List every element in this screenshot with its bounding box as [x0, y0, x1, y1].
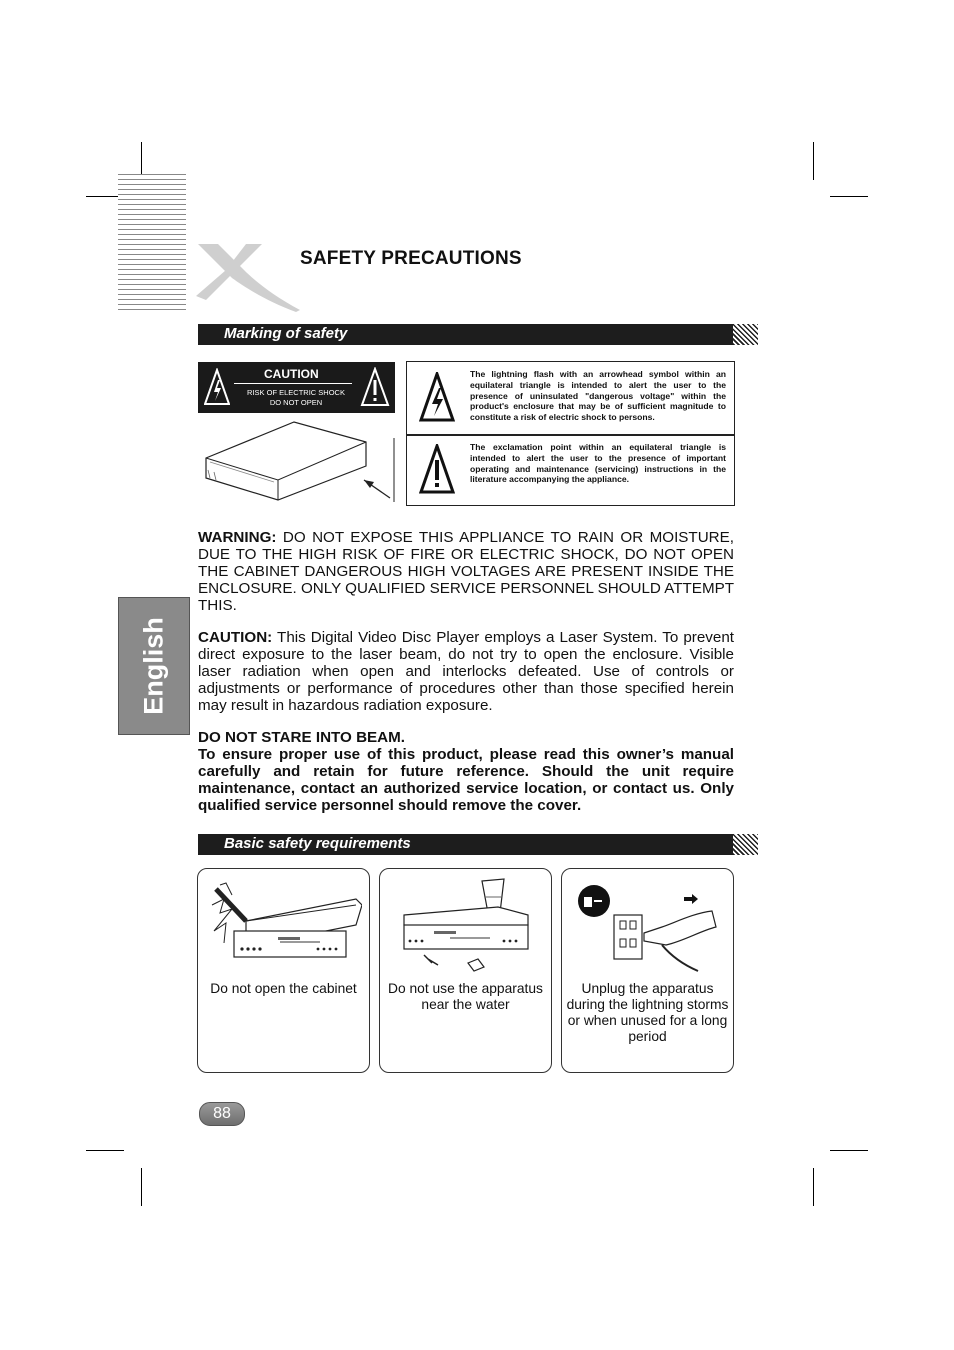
card-caption: Do not open the cabinet: [210, 981, 357, 996]
exclamation-warning-icon: [360, 367, 390, 407]
crop-mark: [813, 1168, 814, 1206]
safety-card-unplug: [561, 868, 734, 1073]
caution-label: CAUTION:: [198, 629, 273, 646]
caution-paragraph: [198, 629, 734, 714]
caution-subtext-2: DO NOT OPEN: [269, 398, 323, 407]
unplug-socket-icon: [574, 883, 724, 973]
section-header-basic: [198, 834, 758, 855]
page-number-badge: 88: [199, 1102, 245, 1126]
beam-paragraph: [198, 729, 734, 814]
safety-card-open-cabinet: [197, 868, 370, 1073]
caution-text: This Digital Video Disc Player employs a Laser System. To prevent direct exposure to the laser beam, do not try to open the enclosure. Visible laser radiation when open and interlocks defeated. Use of controls or adjustments or performance of procedures other than those specified herein may result in hazardous radiation exposure.: [198, 629, 734, 714]
crop-mark: [830, 1150, 868, 1151]
crop-mark: [141, 1168, 142, 1206]
language-tab-label: English: [138, 617, 169, 715]
warning-text: DO NOT EXPOSE THIS APPLIANCE TO RAIN OR MOISTURE, DUE TO THE HIGH RISK OF FIRE OR ELECTRIC SHOCK, DO NOT OPEN THE CABINET DANGEROUS HIGH VOLTAGES ARE PRESENT INSIDE THE ENCLOSURE. ONLY QUALIFIED SERVICE PERSONNEL SHOULD ATTEMPT THIS.: [198, 529, 734, 614]
dvd-player-illustration: [200, 418, 400, 506]
caution-title: CAUTION: [264, 367, 319, 381]
lightning-explanation: The lightning flash with an arrowhead symbol within an equilateral triangle is intended to alert the user to the presence of uninsulated "dangerous voltage" within the product's enclosure that may be of sufficient magnitude to constitute a risk of electric shock to persons.: [470, 369, 726, 423]
lightning-warning-icon: [204, 368, 230, 406]
caution-subtext: RISK OF ELECTRIC SHOCK: [247, 388, 345, 397]
section-header-marking: [198, 324, 758, 345]
safety-card-water: [379, 868, 552, 1073]
water-glass-player-icon: [394, 875, 540, 977]
card-caption: Do not use the apparatus near the water: [388, 981, 543, 1012]
symbol-explanation-box: [406, 361, 735, 506]
crop-mark: [86, 1150, 124, 1151]
page-title: SAFETY PRECAUTIONS: [300, 248, 522, 269]
exclamation-triangle-icon: [419, 444, 455, 496]
warning-label: WARNING:: [198, 529, 277, 546]
language-tab: [118, 597, 190, 735]
warning-paragraph: [198, 529, 734, 614]
exclamation-explanation: The exclamation point within an equilateral triangle is intended to alert the user to the presence of important operating and maintenance (servicing) instructions in the literature accompanying the appliance.: [470, 442, 726, 485]
crop-mark: [813, 142, 814, 180]
screwdriver-player-icon: [206, 875, 362, 975]
beam-heading: DO NOT STARE INTO BEAM.: [198, 729, 406, 746]
brand-x-logo: [196, 240, 300, 312]
beam-text: To ensure proper use of this product, please read this owner’s manual carefully and retain for future reference. Should the unit require maintenance, contact an authorized service location, or contact us. Only qualified service personnel should remove the cover.: [198, 746, 734, 814]
crop-mark: [830, 196, 868, 197]
card-caption: Unplug the apparatus during the lightning storms or when unused for a long period: [566, 981, 729, 1044]
lightning-triangle-icon: [419, 372, 455, 424]
decorative-stripes: [118, 174, 186, 312]
section-title: Marking of safety: [224, 325, 348, 342]
caution-label-box: [198, 362, 395, 413]
section-title: Basic safety requirements: [224, 835, 411, 852]
